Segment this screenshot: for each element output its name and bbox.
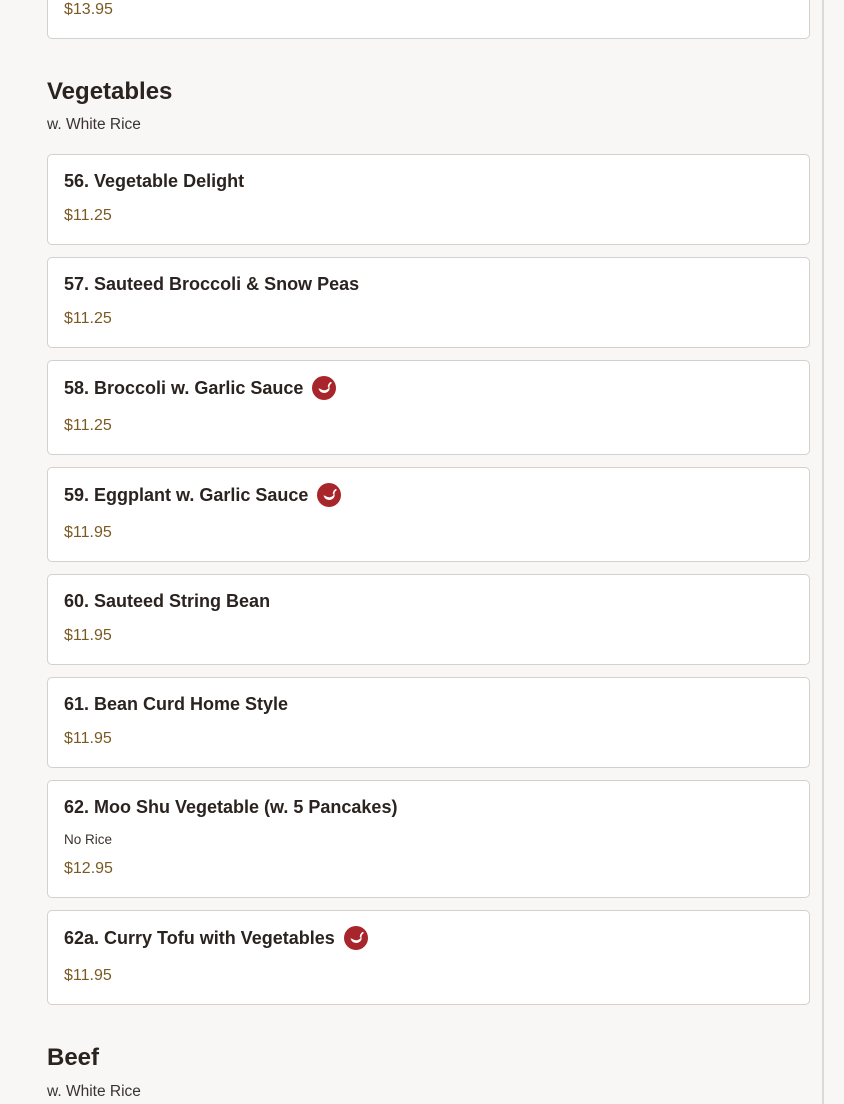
item-name-text: 60. Sauteed String Bean (64, 591, 271, 611)
section-title-vegetables: Vegetables (47, 78, 173, 105)
item-name-text: 61. Bean Curd Home Style (64, 694, 289, 714)
menu-item-card[interactable] (47, 910, 810, 1005)
item-price: $11.95 (64, 627, 112, 644)
menu-item-card[interactable] (47, 360, 810, 455)
item-price: $11.25 (64, 310, 112, 327)
item-price: $13.95 (64, 1, 113, 18)
menu-item-card[interactable] (47, 780, 810, 898)
scrollbar-track[interactable] (822, 0, 824, 1104)
chili-pepper-icon (344, 926, 368, 950)
item-note: No Rice (64, 832, 113, 847)
item-name-text: 56. Vegetable Delight (64, 171, 245, 191)
item-price: $11.95 (64, 967, 112, 984)
item-name (64, 591, 270, 612)
chili-pepper-icon (317, 483, 341, 507)
item-price: $11.25 (64, 417, 112, 434)
item-name (64, 694, 288, 715)
item-name-text: 62. Moo Shu Vegetable (w. 5 Pancakes) (64, 797, 398, 817)
menu-item-card[interactable] (47, 467, 810, 562)
section-subtitle-beef: w. White Rice (47, 1083, 141, 1100)
item-price: $12.95 (64, 860, 113, 877)
item-price: $11.95 (64, 524, 112, 541)
chili-pepper-icon (312, 376, 336, 400)
menu-item-card[interactable] (47, 0, 810, 39)
item-price: $11.95 (64, 730, 112, 747)
section-title-beef: Beef (47, 1044, 100, 1071)
item-price: $11.25 (64, 207, 112, 224)
menu-item-card[interactable] (47, 257, 810, 348)
item-name (64, 797, 397, 818)
item-name-text: 58. Broccoli w. Garlic Sauce (64, 377, 304, 398)
item-name (64, 926, 368, 950)
section-subtitle-vegetables: w. White Rice (47, 116, 141, 133)
item-name-text: 62a. Curry Tofu with Vegetables (64, 927, 335, 948)
item-name (64, 483, 341, 507)
item-name (64, 171, 244, 192)
item-name (64, 274, 359, 295)
item-name-text: 57. Sauteed Broccoli & Snow Peas (64, 274, 360, 294)
item-name-text: 59. Eggplant w. Garlic Sauce (64, 484, 309, 505)
menu-item-card[interactable] (47, 677, 810, 768)
item-name (64, 376, 336, 400)
menu-item-card[interactable] (47, 574, 810, 665)
menu-item-card[interactable] (47, 154, 810, 245)
